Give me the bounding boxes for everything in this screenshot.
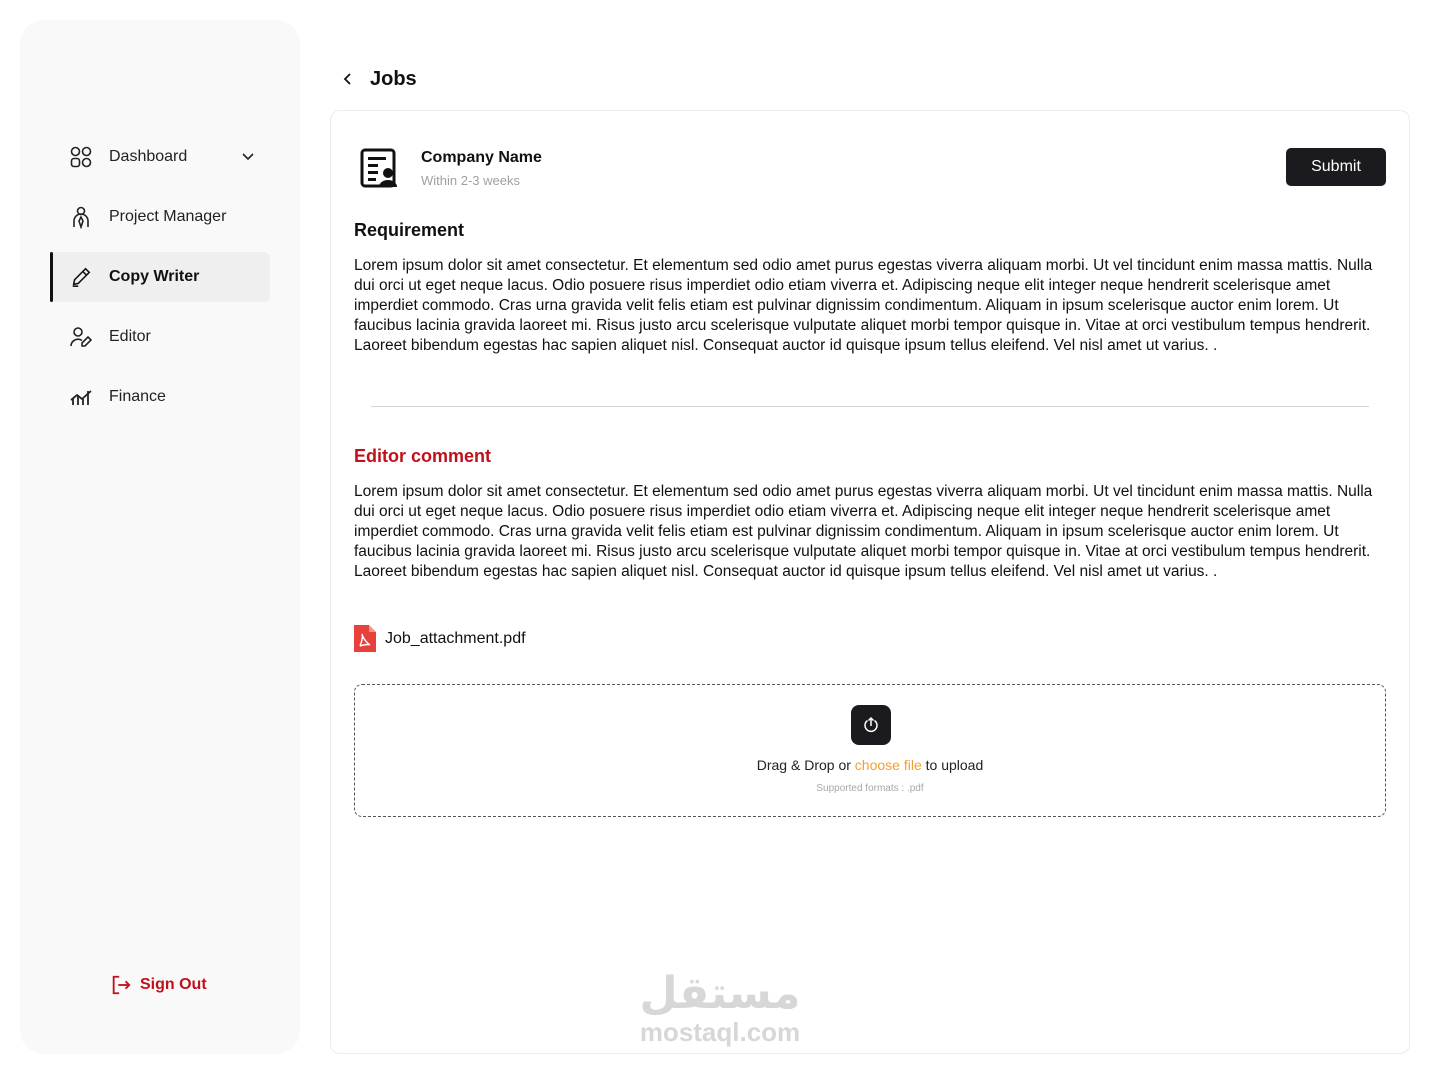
upload-button[interactable]: [851, 705, 891, 745]
grid-icon: [68, 144, 94, 170]
pen-icon: [68, 264, 94, 290]
manager-icon: [68, 204, 94, 230]
job-timeline: Within 2-3 weeks: [421, 173, 520, 188]
watermark-logo: [631, 970, 809, 1046]
watermark-arabic: مستقل: [639, 968, 801, 1019]
editor-comment-text: Lorem ipsum dolor sit amet consectetur. Et elementum sed odio amet purus egestas viverra aliquam morbi. Ut vel tincidunt enim massa mattis. Nulla dui orci ut eget neque lacus. Odio posuere risus imperdiet odio etiam viverra et. Adipiscing neque elit integer neque hendrerit scelerisque amet imperdiet commodo. Cras urna gravida velit felis etiam est pulvinar dignissim condimentum. Aliquam in ipsum scelerisque auctor enim lorem. Ut faucibus lacinia gravida laoreet mi. Risus justo arcu scelerisque vulputate aliquet morbi tempor quisque in. Vitae at orci vestibulum tempus hendrerit. Laoreet bibendum egestas hac sapien aliquet nisl. Consequat auctor id quisque ipsum tellus eleifend. Vel nisl amet ut varius. .: [354, 483, 1373, 580]
dropzone-instructions: [355, 757, 1385, 773]
sidebar-nav: [50, 132, 270, 432]
logout-icon: [110, 974, 132, 996]
requirement-text: Lorem ipsum dolor sit amet consectetur. Et elementum sed odio amet purus egestas viverra aliquam morbi. Ut vel tincidunt enim massa mattis. Nulla dui orci ut eget neque lacus. Odio posuere risus imperdiet odio etiam viverra et. Adipiscing neque elit integer neque hendrerit scelerisque amet imperdiet commodo. Cras urna gravida velit felis etiam est pulvinar dignissim condimentum. Aliquam in ipsum scelerisque auctor enim lorem. Ut faucibus lacinia gravida laoreet mi. Risus justo arcu scelerisque vulputate aliquet morbi tempor quisque in. Vitae at orci vestibulum tempus hendrerit. Laoreet bibendum egestas hac sapien aliquet nisl. Consequat auctor id quisque ipsum tellus eleifend. Vel nisl amet ut varius. .: [354, 257, 1373, 354]
chart-icon: [68, 384, 94, 410]
watermark-latin: mostaql.com: [639, 1017, 801, 1047]
dropzone-text-after: to upload: [921, 757, 984, 773]
company-info: [359, 147, 542, 189]
sidebar-item-copy-writer[interactable]: [50, 252, 270, 302]
pdf-icon: [354, 625, 376, 652]
sidebar-item-editor[interactable]: [50, 312, 270, 362]
attachment-link[interactable]: [354, 625, 526, 652]
supported-formats: Supported formats : .pdf: [816, 783, 924, 794]
job-card: [330, 110, 1410, 1054]
sidebar-item-finance[interactable]: [50, 372, 270, 422]
sidebar-item-label: Copy Writer: [109, 268, 200, 285]
sign-out-button[interactable]: [110, 974, 207, 996]
sidebar: [20, 20, 300, 1054]
sign-out-label: Sign Out: [140, 976, 207, 993]
page-header: [340, 66, 417, 92]
sidebar-item-project-manager[interactable]: [50, 192, 270, 242]
sidebar-item-label: Editor: [109, 328, 151, 345]
sidebar-item-label: Dashboard: [109, 148, 188, 165]
choose-file-link[interactable]: choose file: [854, 757, 922, 773]
sidebar-item-label: Project Manager: [109, 208, 227, 225]
sidebar-item-label: Finance: [109, 388, 166, 405]
sidebar-item-dashboard[interactable]: [50, 132, 270, 182]
dropzone-text-before: Drag & Drop or: [756, 757, 855, 773]
user-edit-icon: [68, 324, 94, 350]
section-divider: [371, 406, 1369, 407]
requirement-title: Requirement: [354, 220, 465, 240]
attachment-filename: Job_attachment.pdf: [385, 629, 526, 647]
company-name: Company Name: [421, 149, 542, 166]
chevron-down-icon[interactable]: [240, 148, 256, 169]
submit-button[interactable]: Submit: [1286, 148, 1386, 186]
upload-icon: [862, 716, 880, 734]
document-user-icon: [359, 147, 401, 189]
upload-dropzone[interactable]: [354, 684, 1386, 817]
back-arrow-icon[interactable]: [340, 66, 362, 92]
editor-comment-title: Editor comment: [354, 446, 492, 466]
page-title: Jobs: [370, 67, 417, 90]
